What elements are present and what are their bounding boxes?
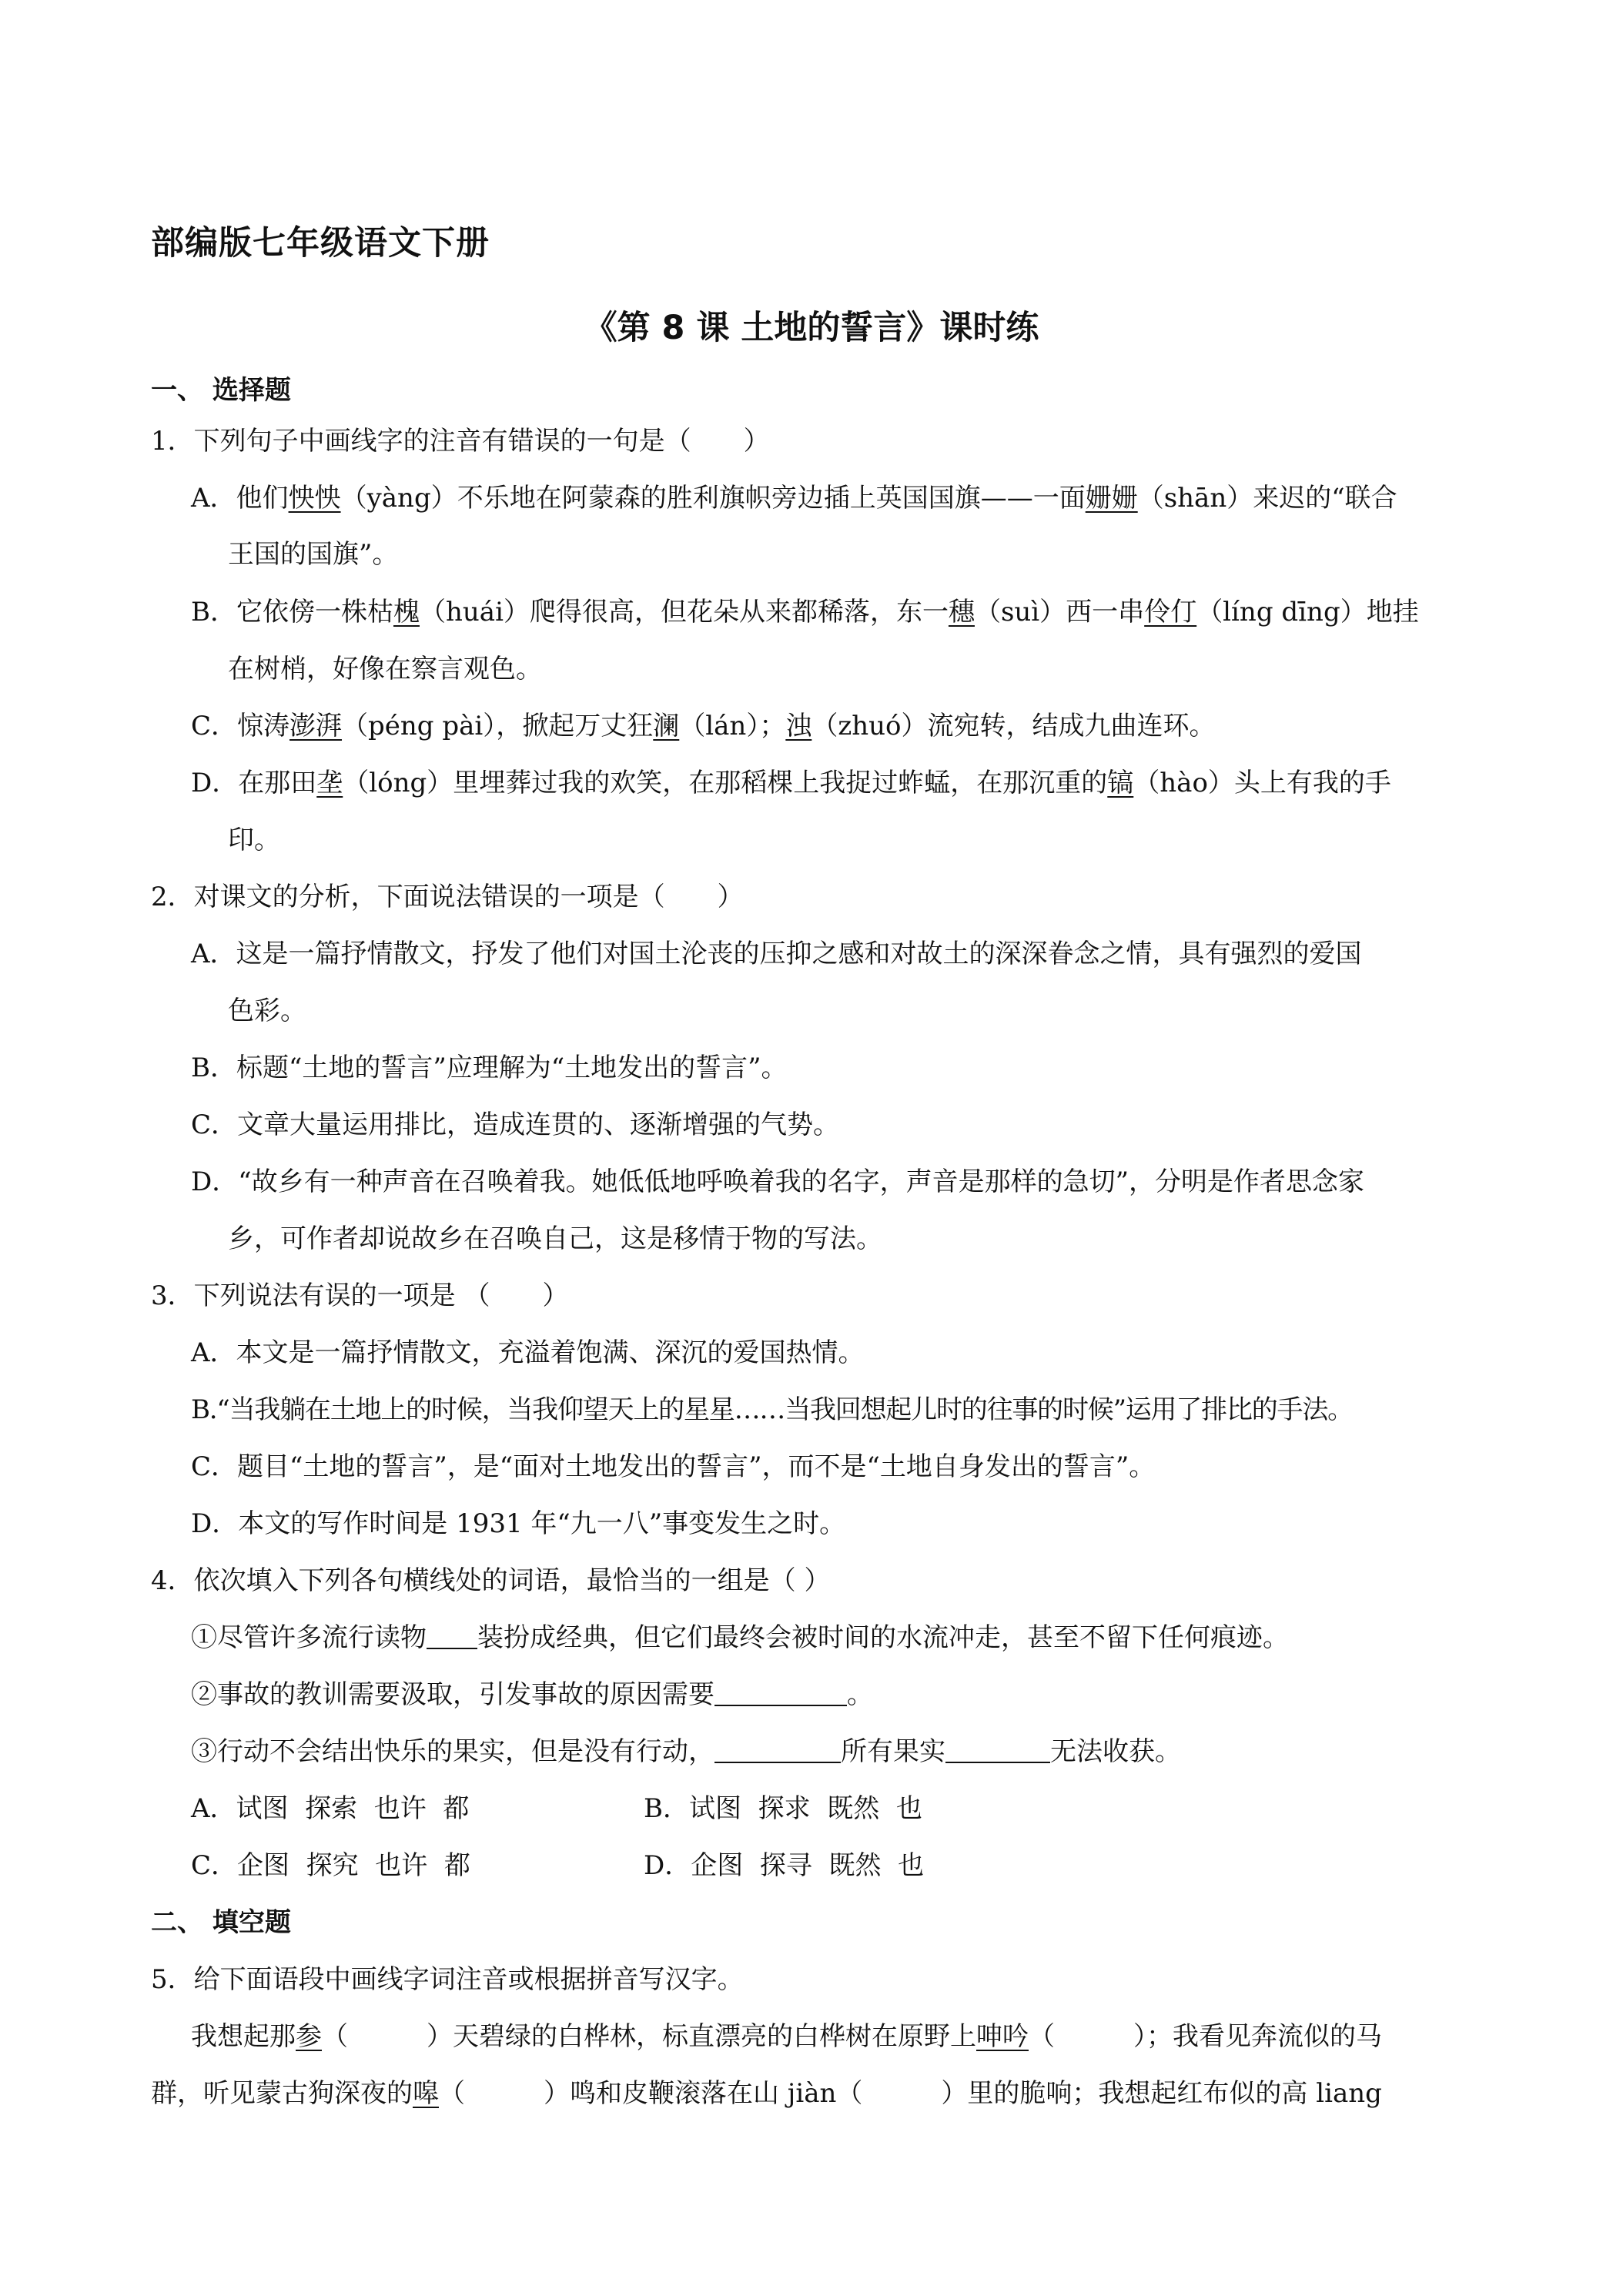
q1-d-text3: （hào）头上有我的手 (1133, 768, 1391, 798)
q1-option-a-cont: 王国的国旗”。 (228, 539, 399, 570)
q1-c-underlined3: 浊 (785, 711, 812, 741)
q1-option-c (191, 713, 1216, 739)
q1-option-b-cont: 在树梢，好像在察言观色。 (228, 654, 542, 684)
q1-b-text1: B．它依傍一株枯 (191, 597, 393, 628)
q1-b-underlined2: 穗 (948, 597, 975, 628)
q3-option-c: C．题目“土地的誓言”，是“面对土地发出的誓言”，而不是“土地自身发出的誓言”。 (191, 1451, 1156, 1482)
q1-b-underlined1: 槐 (393, 597, 420, 628)
q1-d-underlined1: 垄 (316, 768, 343, 798)
q1-a-underlined1: 怏怏 (288, 483, 341, 514)
q4-s2-blank (714, 1704, 847, 1706)
q2-option-b: B．标题“土地的誓言”应理解为“土地发出的誓言”。 (191, 1053, 788, 1083)
document-header: 部编版七年级语文下册 (151, 224, 490, 263)
q5-passage-line-1 (191, 2023, 1382, 2050)
q1-d-text2: （lóng）里埋葬过我的欢笑，在那稻棵上我捉过蚱蜢，在那沉重的 (343, 768, 1108, 798)
q2-option-c: C．文章大量运用排比，造成连贯的、逐渐增强的气势。 (191, 1110, 840, 1140)
q1-d-text1: D．在那田 (191, 768, 317, 798)
q5-l2-underlined1: 嗥 (413, 2078, 439, 2109)
q2-option-d: D．“故乡有一种声音在召唤着我。她低低地呼唤着我的名字，声音是那样的急切”，分明是作者思念家 (191, 1166, 1365, 1197)
q5-stem: 5．给下面语段中画线字词注音或根据拼音写汉字。 (151, 1964, 744, 1995)
q2-option-a-cont: 色彩。 (228, 996, 306, 1026)
q4-option-b: B．试图 探求 既然 也 (644, 1793, 922, 1824)
q4-s3-blank1 (714, 1761, 841, 1763)
q1-b-text4: （líng dīng）地挂 (1196, 597, 1419, 628)
q5-passage-line-2 (151, 2080, 1382, 2107)
q1-d-underlined2: 镐 (1107, 768, 1134, 798)
q4-sentence-1 (191, 1622, 1289, 1653)
q5-l1-text3: （ ）；我看见奔流似的马 (1029, 2021, 1382, 2052)
q1-a-underlined2: 姗姗 (1085, 483, 1138, 514)
q4-s3-text3: 无法收获。 (1050, 1736, 1181, 1767)
section-heading-choice: 一、 选择题 (151, 375, 291, 406)
q1-option-d-cont: 印。 (228, 825, 280, 855)
q4-option-a: A．试图 探索 也许 都 (191, 1793, 470, 1824)
q1-stem: 1．下列句子中画线字的注音有错误的一句是（ ） (151, 426, 770, 457)
q1-option-b (191, 597, 1419, 628)
q1-b-text2: （huái）爬得很高，但花朵从来都稀落，东一 (420, 597, 949, 628)
q1-a-text2: （yàng）不乐地在阿蒙森的胜利旗帜旁边插上英国国旗——一面 (340, 483, 1086, 514)
lesson-title: 《第 8 课 土地的誓言》课时练 (584, 309, 1039, 347)
q4-s1-blank (427, 1647, 477, 1649)
q4-option-d: D．企图 探寻 既然 也 (644, 1850, 925, 1881)
q1-c-text4: （zhuó）流宛转，结成九曲连环。 (812, 711, 1216, 741)
q1-c-underlined1: 澎湃 (289, 711, 343, 741)
q1-a-text1: A．他们 (191, 483, 289, 514)
q1-c-text1: C．惊涛 (191, 711, 290, 741)
q5-l1-text2: （ ）天碧绿的白桦林，标直漂亮的白桦树在原野上 (322, 2021, 976, 2052)
q4-option-c: C．企图 探究 也许 都 (191, 1850, 470, 1881)
q1-option-d (191, 770, 1391, 796)
q5-l1-underlined2: 呻吟 (976, 2021, 1029, 2052)
q1-c-text3: （lán）； (679, 711, 786, 741)
q3-option-b: B.“当我躺在土地上的时候，当我仰望天上的星星……当我回想起儿时的往事的时候”运用了排比的手法。 (191, 1394, 1353, 1425)
q5-l2-text2: （ ）鸣和皮鞭滚落在山 jiàn（ ）里的脆响；我想起红布似的高 liang (439, 2078, 1382, 2109)
q3-option-a: A．本文是一篇抒情散文，充溢着饱满、深沉的爱国热情。 (191, 1337, 865, 1368)
q1-a-text3: （shān）来迟的“联合 (1137, 483, 1397, 514)
q4-sentence-3 (191, 1736, 1181, 1767)
q4-s3-blank2 (945, 1761, 1050, 1763)
q2-option-a: A．这是一篇抒情散文，抒发了他们对国土沦丧的压抑之感和对故土的深深眷念之情，具有强烈的爱国 (191, 939, 1362, 969)
q4-s1-text1: ①尽管许多流行读物 (191, 1622, 427, 1653)
q5-l2-text1: 群，听见蒙古狗深夜的 (151, 2078, 413, 2109)
section-heading-fill: 二、 填空题 (151, 1907, 291, 1938)
q3-stem: 3．下列说法有误的一项是 （ ） (151, 1280, 569, 1311)
q4-s2-text1: ②事故的教训需要汲取，引发事故的原因需要 (191, 1679, 714, 1710)
q4-s1-text2: 装扮成经典，但它们最终会被时间的水流冲走，甚至不留下任何痕迹。 (477, 1622, 1289, 1653)
q4-stem: 4．依次填入下列各句横线处的词语，最恰当的一组是（ ） (151, 1565, 831, 1596)
q1-c-text2: （péng pài），掀起万丈狂 (342, 711, 654, 741)
q5-l1-underlined1: 参 (296, 2021, 322, 2052)
q1-option-a (191, 483, 1397, 514)
q2-option-d-cont: 乡，可作者却说故乡在召唤自己，这是移情于物的写法。 (228, 1223, 882, 1254)
q1-c-underlined2: 澜 (653, 711, 680, 741)
q1-b-text3: （suì）西一串 (974, 597, 1145, 628)
q4-s3-text1: ③行动不会结出快乐的果实，但是没有行动， (191, 1736, 714, 1767)
q4-s3-text2: 所有果实 (841, 1736, 945, 1767)
q3-option-d: D．本文的写作时间是 1931 年“九一八”事变发生之时。 (191, 1508, 846, 1539)
q2-stem: 2．对课文的分析，下面说法错误的一项是（ ） (151, 882, 744, 912)
q4-sentence-2 (191, 1679, 873, 1710)
q4-s2-text2: 。 (847, 1679, 873, 1710)
q5-l1-text1: 我想起那 (191, 2021, 296, 2052)
q1-b-underlined3: 伶仃 (1144, 597, 1197, 628)
